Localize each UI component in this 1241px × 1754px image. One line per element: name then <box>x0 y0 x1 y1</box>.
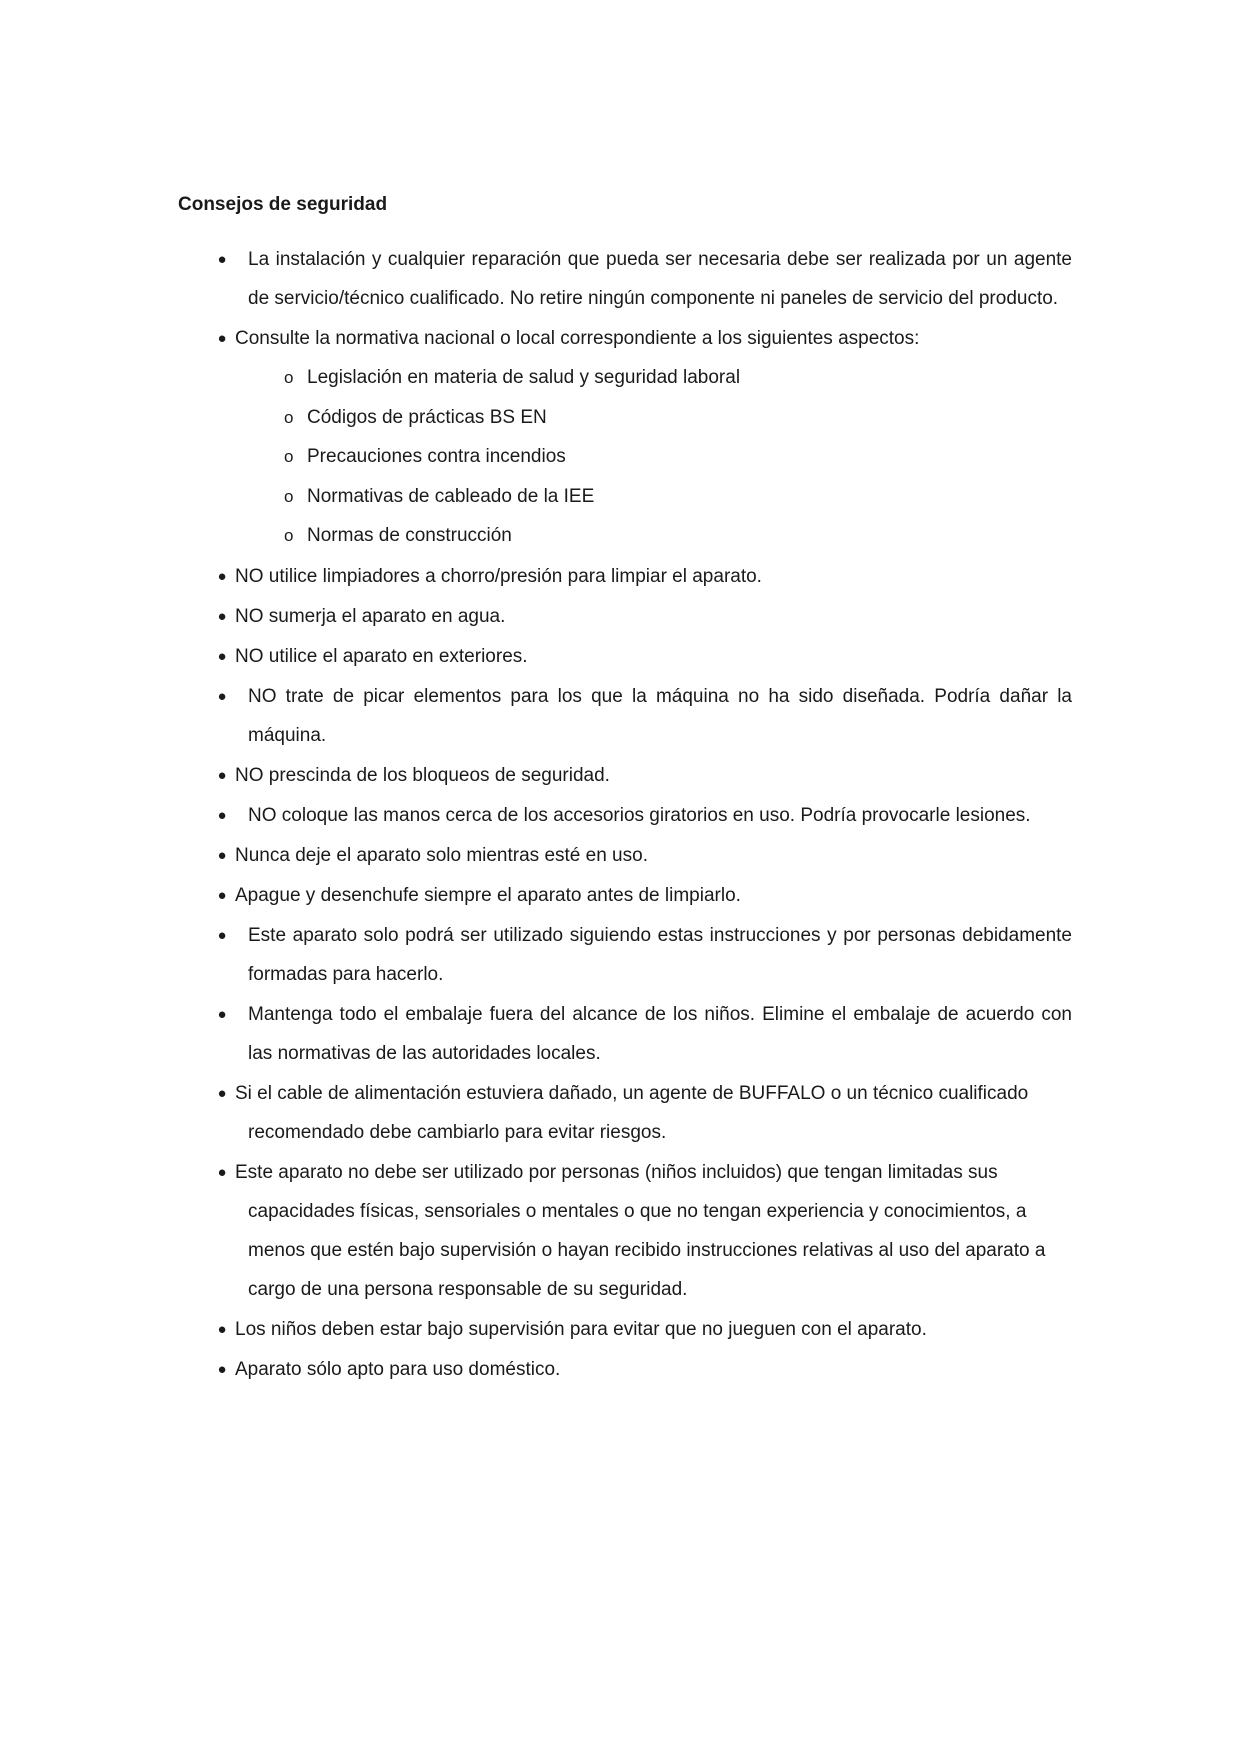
list-item <box>212 557 1072 596</box>
list-item-text: NO prescinda de los bloqueos de seguridad. <box>235 764 610 786</box>
list-item-text: La instalación y cualquier reparación que pueda ser necesaria debe ser realizada por un agente de servicio/técnico cualificado. No retire ningún componente ni paneles de servicio del producto. <box>248 249 1072 309</box>
list-item-text: Nunca deje el aparato solo mientras esté en uso. <box>235 844 648 866</box>
circle-bullet-icon: o <box>284 368 294 387</box>
list-item <box>212 756 1072 795</box>
list-item <box>212 597 1072 636</box>
sub-list-item-text: Precauciones contra incendios <box>307 446 566 467</box>
list-item <box>212 836 1072 875</box>
bullet-icon: ● <box>217 1005 227 1023</box>
bullet-icon: ● <box>217 806 227 824</box>
list-item <box>212 995 1072 1073</box>
sub-list-item <box>284 477 1072 517</box>
list-item-text: NO utilice limpiadores a chorro/presión para limpiar el aparato. <box>235 565 762 587</box>
list-item-text: Mantenga todo el embalaje fuera del alcance de los niños. Elimine el embalaje de acuerdo con las normativas de las autoridades locales. <box>248 1003 1072 1064</box>
bullet-icon: ● <box>217 846 227 864</box>
list-item-text: Aparato sólo apto para uso doméstico. <box>235 1358 561 1380</box>
list-item <box>212 916 1072 994</box>
sub-list-item-text: Códigos de prácticas BS EN <box>307 406 547 428</box>
list-item-text: Este aparato no debe ser utilizado por personas (niños incluidos) que tengan limitadas sus capacidades físicas, sensoriales o mentales o que no tengan experiencia y conocimientos, a menos que estén bajo supervisión o hayan recibido instrucciones relativas al uso del aparato a cargo de una persona responsable de su seguridad. <box>235 1161 1046 1300</box>
sub-list-item-text: Normas de construcción <box>307 525 512 546</box>
sub-list-item <box>284 437 1072 477</box>
sub-list <box>212 358 1072 556</box>
sub-list-item-text: Normativas de cableado de la IEE <box>307 485 595 507</box>
section-heading: Consejos de seguridad <box>178 194 388 215</box>
bullet-icon: ● <box>217 647 227 665</box>
sub-list-item <box>284 358 1072 398</box>
list-item <box>212 1310 1072 1349</box>
list-item <box>212 876 1072 915</box>
list-item <box>212 319 1072 556</box>
list-item-text: NO trate de picar elementos para los que la máquina no ha sido diseñada. Podría dañar la máquina. <box>248 685 1072 746</box>
list-item-text: Los niños deben estar bajo supervisión para evitar que no jueguen con el aparato. <box>235 1318 927 1340</box>
bullet-icon: ● <box>217 886 227 904</box>
bullet-icon: ● <box>217 1084 227 1102</box>
list-item-text: Apague y desenchufe siempre el aparato antes de limpiarlo. <box>235 884 741 906</box>
list-item-text: NO sumerja el aparato en agua. <box>235 605 506 627</box>
bullet-icon: ● <box>217 1163 227 1181</box>
list-item <box>212 240 1072 318</box>
bullet-icon: ● <box>217 567 227 585</box>
list-item <box>212 796 1072 835</box>
circle-bullet-icon: o <box>284 447 294 466</box>
bullet-icon: ● <box>217 766 227 784</box>
circle-bullet-icon: o <box>284 486 294 506</box>
bullet-icon: ● <box>217 330 227 347</box>
list-item-text: Este aparato solo podrá ser utilizado siguiendo estas instrucciones y por personas debidamente formadas para hacerlo. <box>248 924 1072 985</box>
list-item-text: Consulte la normativa nacional o local correspondiente a los siguientes aspectos: <box>235 328 920 349</box>
bullet-icon: ● <box>217 1360 227 1378</box>
bullet-icon: ● <box>217 251 227 268</box>
bullet-icon: ● <box>217 607 227 625</box>
sub-list-item-text: Legislación en materia de salud y seguridad laboral <box>307 367 741 388</box>
safety-list <box>212 240 1072 1390</box>
list-item <box>212 1153 1072 1309</box>
circle-bullet-icon: o <box>284 526 294 545</box>
sub-list-item <box>284 516 1072 556</box>
list-item <box>212 1074 1072 1152</box>
list-item <box>212 1350 1072 1389</box>
sub-list-item <box>284 398 1072 438</box>
bullet-icon: ● <box>217 687 227 705</box>
list-item-text: Si el cable de alimentación estuviera dañado, un agente de BUFFALO o un técnico cualificado recomendado debe cambiarlo para evitar riesgos. <box>235 1082 1029 1143</box>
bullet-icon: ● <box>217 1320 227 1338</box>
circle-bullet-icon: o <box>284 407 294 427</box>
list-item-text: NO coloque las manos cerca de los accesorios giratorios en uso. Podría provocarle lesiones. <box>248 804 1031 826</box>
bullet-icon: ● <box>217 926 227 944</box>
list-item <box>212 677 1072 755</box>
list-item-text: NO utilice el aparato en exteriores. <box>235 645 528 667</box>
list-item <box>212 637 1072 676</box>
